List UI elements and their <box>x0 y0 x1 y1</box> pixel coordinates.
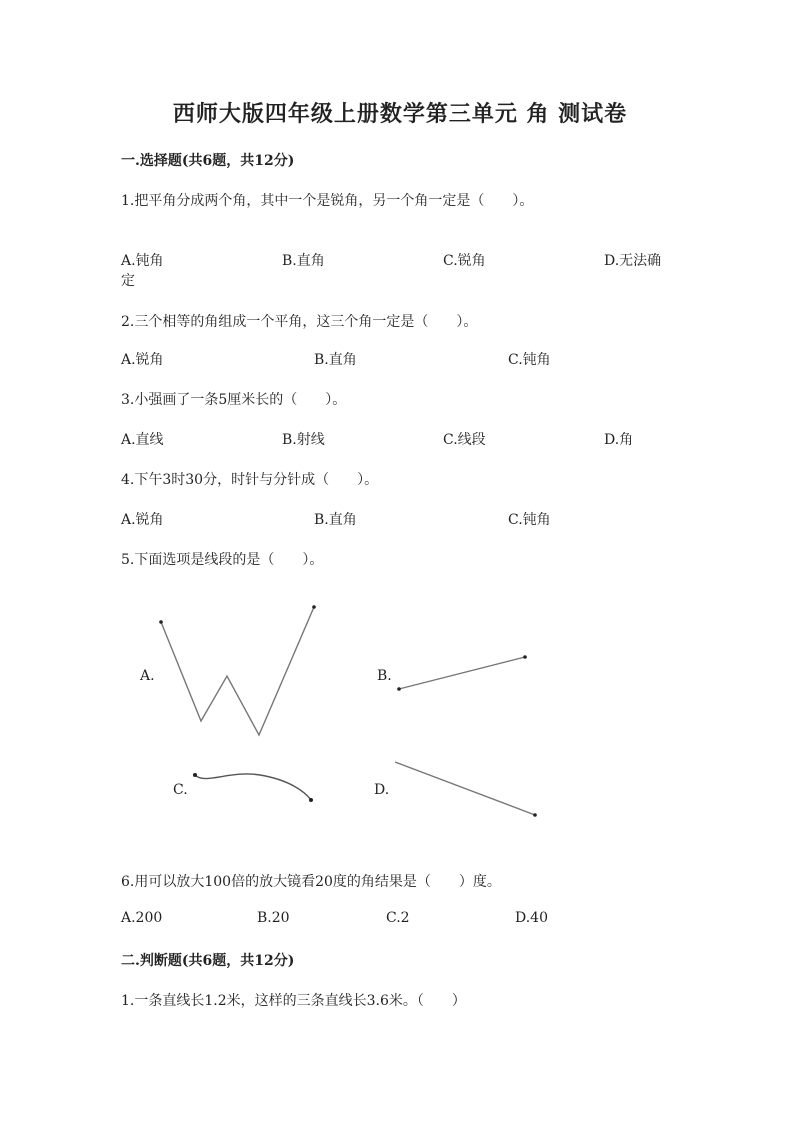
q3-option-a: A.直线 <box>121 432 164 448</box>
q5-figure-a-end-dot <box>312 605 316 609</box>
q6-option-b: B.20 <box>257 910 290 926</box>
q3-option-c: C.线段 <box>443 432 486 448</box>
q5-figure-d-end-dot <box>533 813 537 817</box>
q5-figure-b-segment <box>399 657 525 689</box>
q5-figure-label-d: D. <box>374 782 390 798</box>
judgement-question-1: 1.一条直线长1.2米，这样的三条直线长3.6米。（ ） <box>121 993 466 1009</box>
q6-option-a: A.200 <box>121 910 163 926</box>
q5-figure-b-end-dot <box>523 655 527 659</box>
q4-option-b: B.直角 <box>314 512 357 528</box>
q5-figure-b-start-dot <box>397 687 401 691</box>
question-4: 4.下午3时30分，时针与分针成（ ）。 <box>121 472 379 488</box>
q5-figure-label-a: A. <box>140 668 155 684</box>
q3-option-d: D.角 <box>604 432 634 448</box>
q5-figure-d-line <box>395 762 535 815</box>
q2-option-a: A.锐角 <box>121 352 164 368</box>
q5-figure-a-start-dot <box>159 620 163 624</box>
q4-option-a: A.锐角 <box>121 512 164 528</box>
q5-figure-a-zigzag <box>161 607 314 735</box>
q2-option-b: B.直角 <box>314 352 357 368</box>
section-heading-judgement: 二.判断题(共6题，共12分) <box>121 953 295 969</box>
question-2: 2.三个相等的角组成一个平角，这三个角一定是（ ）。 <box>121 314 478 330</box>
question-6: 6.用可以放大100倍的放大镜看20度的角结果是（ ）度。 <box>121 874 501 890</box>
q5-figure-label-b: B. <box>377 668 392 684</box>
q6-option-d: D.40 <box>515 910 548 926</box>
q2-option-c: C.钝角 <box>508 352 551 368</box>
question-1: 1.把平角分成两个角，其中一个是锐角，另一个角一定是（ ）。 <box>121 193 534 209</box>
q5-figure-c-curve <box>195 774 311 800</box>
section-heading-choice: 一.选择题(共6题，共12分) <box>121 153 295 169</box>
q5-figure-c-start-dot <box>193 773 197 777</box>
question-5: 5.下面选项是线段的是（ ）。 <box>121 552 324 568</box>
q1-option-a: A.钝角 <box>121 253 164 269</box>
q1-option-d: D.无法确 <box>604 253 662 269</box>
q5-figure-label-c: C. <box>173 782 188 798</box>
page-title: 西师大版四年级上册数学第三单元 角 测试卷 <box>172 101 628 127</box>
q1-option-d-wrap: 定 <box>121 273 135 289</box>
q4-option-c: C.钝角 <box>508 512 551 528</box>
question-3: 3.小强画了一条5厘米长的（ ）。 <box>121 392 347 408</box>
q3-option-b: B.射线 <box>282 432 325 448</box>
q5-figure-c-end-dot <box>309 798 313 802</box>
q1-option-c: C.锐角 <box>443 253 486 269</box>
q6-option-c: C.2 <box>386 910 410 926</box>
q1-option-b: B.直角 <box>282 253 325 269</box>
